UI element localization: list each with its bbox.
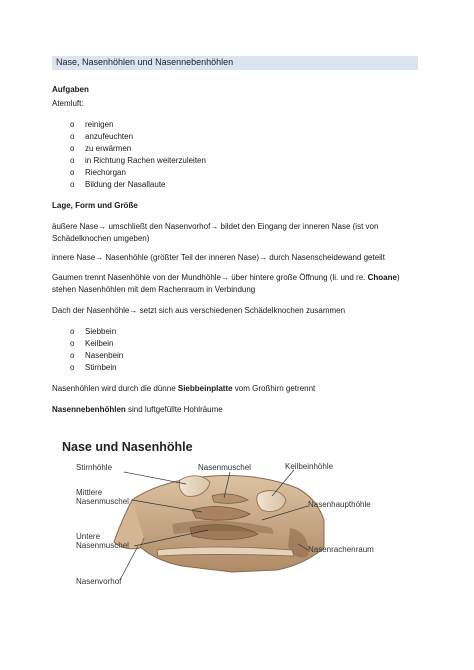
palate-shape	[157, 547, 294, 556]
list-item-text: Nasenbein	[85, 351, 124, 360]
list-item-text: anzufeuchten	[85, 132, 134, 141]
paragraph-aeussere-nase	[52, 221, 378, 232]
arrow-icon: →	[129, 306, 138, 315]
text-span: Nasenhöhle (größter Teil der inneren Nase)	[103, 253, 260, 262]
bullet-icon: o	[70, 339, 75, 348]
label-mittlere-2: Nasenmuschel	[76, 497, 129, 506]
figure-title: Nase und Nasenhöhle	[62, 440, 193, 454]
bullet-icon: o	[70, 327, 75, 336]
text-span: innere Nase	[52, 253, 96, 262]
text-span: setzt sich aus verschiedenen Schädelknochen zusammen	[137, 306, 346, 315]
bullet-icon: o	[70, 351, 75, 360]
text-span: äußere Nase	[52, 222, 99, 231]
list-item-text: reinigen	[85, 120, 114, 129]
bold-text: Choane	[367, 273, 397, 282]
aufgaben-heading: Aufgaben	[52, 85, 89, 94]
text-span: Dach der Nasenhöhle	[52, 306, 130, 315]
label-keilbeinhoehle: Keilbeinhöhle	[285, 462, 334, 471]
nasal-anatomy-illustration	[62, 438, 402, 588]
text-span: durch Nasenscheidewand geteilt	[267, 253, 385, 262]
arrow-icon: →	[98, 222, 107, 231]
text-span: )	[396, 273, 400, 282]
bullet-icon: o	[70, 363, 75, 372]
paragraph-siebbeinplatte	[52, 383, 315, 394]
arrow-icon: →	[259, 253, 268, 262]
atemluft-label: Atemluft:	[52, 99, 84, 108]
paragraph-aeussere-nase-line2: Schädelknochen umgeben)	[52, 234, 150, 243]
paragraph-innere-nase	[52, 252, 385, 263]
list-item-text: Keilbein	[85, 339, 114, 348]
text-span: umschließt den Nasenvorhof	[106, 222, 211, 231]
lage-heading: Lage, Form und Größe	[52, 201, 138, 210]
label-nasenhaupthoehle: Nasenhaupthöhle	[308, 500, 371, 509]
bold-text: Nasennebenhöhlen	[52, 405, 126, 414]
paragraph-gaumen-line2: stehen Nasenhöhlen mit dem Rachenraum in Verbindung	[52, 285, 256, 294]
text-span: bildet den Eingang der inneren Nase (ist von	[218, 222, 379, 231]
bullet-icon: o	[70, 180, 75, 189]
bullet-icon: o	[70, 168, 75, 177]
label-nasenvorhof: Nasenvorhof	[76, 577, 122, 586]
text-span: Gaumen trennt Nasenhöhle von der Mundhöhle	[52, 273, 221, 282]
label-mittlere-1: Mittlere	[76, 488, 103, 497]
bullet-icon: o	[70, 120, 75, 129]
list-item-text: in Richtung Rachen weiterzuleiten	[85, 156, 206, 165]
list-item-text: Stirnbein	[85, 363, 117, 372]
paragraph-nasennebenhoehlen	[52, 404, 223, 415]
bullet-icon: o	[70, 156, 75, 165]
text-span: über hintere große Öffnung (li. und re.	[229, 273, 368, 282]
list-item-text: Bildung der Nasallaute	[85, 180, 166, 189]
label-untere-2: Nasenmuschel	[76, 541, 129, 550]
arrow-icon: →	[210, 222, 219, 231]
label-stirnhoehle: Stirnhöhle	[76, 463, 113, 472]
label-nasenrachenraum: Nasenrachenraum	[308, 545, 374, 554]
title-bar	[52, 56, 418, 70]
label-nasenmuschel: Nasenmuschel	[198, 463, 251, 472]
arrow-icon: →	[95, 253, 104, 262]
bullet-icon: o	[70, 132, 75, 141]
document-title: Nase, Nasenhöhlen und Nasennebenhöhlen	[56, 57, 234, 67]
text-span: sind luftgefüllte Hohlräume	[125, 405, 223, 414]
bullet-icon: o	[70, 144, 75, 153]
list-item-text: zu erwärmen	[85, 144, 132, 153]
arrow-icon: →	[221, 273, 229, 282]
label-untere-1: Untere	[76, 532, 101, 541]
text-span: Nasenhöhlen wird durch die dünne	[52, 384, 178, 393]
paragraph-dach	[52, 305, 345, 316]
list-item-text: Riechorgan	[85, 168, 126, 177]
bold-text: Siebbeinplatte	[177, 384, 233, 393]
list-item-text: Siebbein	[85, 327, 117, 336]
paragraph-gaumen	[52, 272, 400, 283]
text-span: vom Großhirn getrennt	[232, 384, 316, 393]
